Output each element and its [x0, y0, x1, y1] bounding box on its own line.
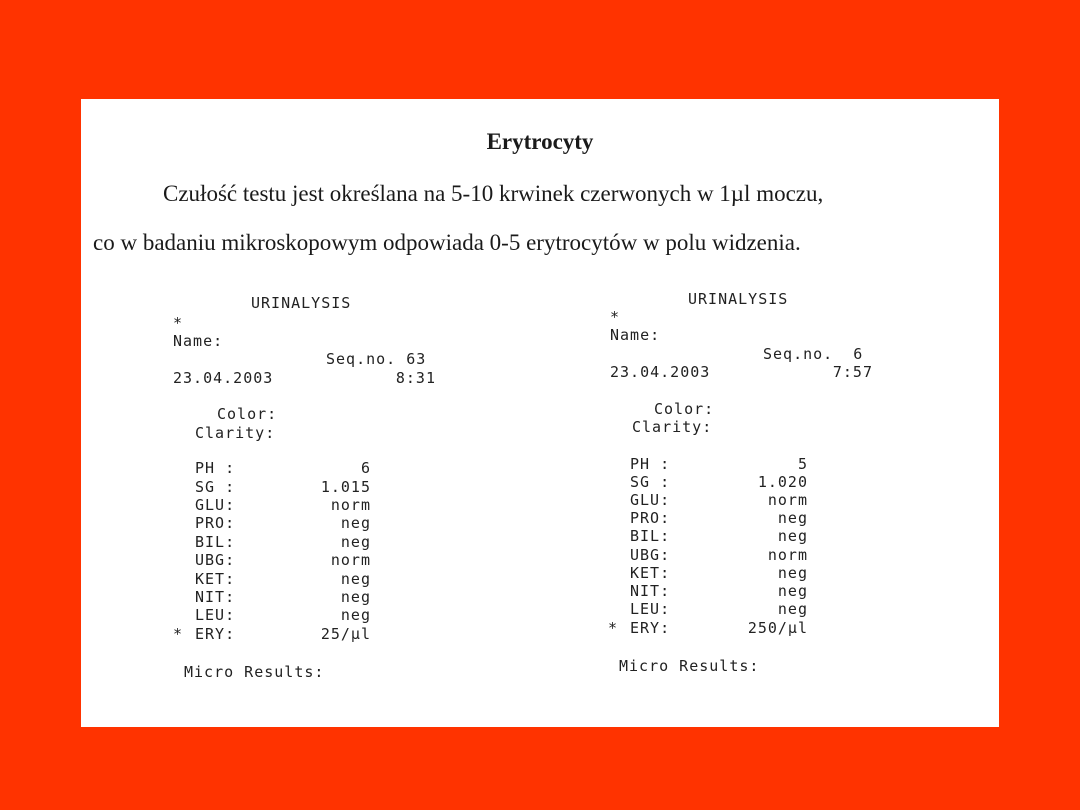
report-time: 7:57	[832, 363, 873, 381]
row-label: BIL:	[195, 533, 236, 551]
row-label: NIT:	[630, 582, 671, 600]
row-label: PRO:	[630, 509, 671, 527]
seq-number: Seq.no. 6	[763, 345, 864, 363]
clarity-label: Clarity:	[195, 424, 276, 442]
color-label: Color:	[217, 405, 278, 423]
row-value: 1.015	[320, 478, 371, 496]
name-star: *	[173, 314, 184, 332]
name-label: Name:	[610, 326, 661, 344]
row-label: SG :	[195, 478, 236, 496]
micro-results-label: Micro Results:	[184, 663, 325, 681]
clarity-label: Clarity:	[632, 418, 713, 436]
row-label: LEU:	[630, 600, 671, 618]
row-label: PRO:	[195, 514, 236, 532]
row-label: LEU:	[195, 606, 236, 624]
row-label: KET:	[195, 570, 236, 588]
row-value: 25/µl	[320, 625, 371, 643]
row-label: NIT:	[195, 588, 236, 606]
row-value: neg	[340, 606, 371, 624]
row-label: ERY:	[630, 619, 671, 637]
paragraph-line-1: Czułość testu jest określana na 5-10 krwinek czerwonych w 1µl moczu,	[163, 181, 824, 206]
row-value: neg	[340, 533, 371, 551]
seq-number: Seq.no. 63	[326, 350, 427, 368]
report-date: 23.04.2003	[173, 369, 274, 387]
report-date: 23.04.2003	[610, 363, 711, 381]
row-value: neg	[777, 527, 808, 545]
row-value: 1.020	[757, 473, 808, 491]
row-value: norm	[330, 496, 371, 514]
micro-results-label: Micro Results:	[619, 657, 760, 675]
color-label: Color:	[654, 400, 715, 418]
document-sheet	[81, 99, 999, 727]
row-label: SG :	[630, 473, 671, 491]
row-value: neg	[777, 509, 808, 527]
report-time: 8:31	[395, 369, 436, 387]
urinalysis-report-right	[608, 285, 908, 705]
row-value: neg	[777, 564, 808, 582]
row-label: GLU:	[195, 496, 236, 514]
row-value: neg	[340, 588, 371, 606]
row-value: neg	[340, 570, 371, 588]
row-value: 250/µl	[747, 619, 808, 637]
row-label: UBG:	[630, 546, 671, 564]
report-heading: URINALYSIS	[688, 290, 789, 308]
page-title: Erytrocyty	[486, 129, 594, 154]
row-value: neg	[777, 600, 808, 618]
ery-star: *	[608, 619, 619, 637]
row-label: PH :	[195, 459, 236, 477]
row-label: GLU:	[630, 491, 671, 509]
name-star: *	[610, 308, 621, 326]
row-value: 6	[360, 459, 371, 477]
row-value: norm	[330, 551, 371, 569]
row-label: BIL:	[630, 527, 671, 545]
row-value: norm	[767, 546, 808, 564]
row-value: neg	[340, 514, 371, 532]
name-label: Name:	[173, 332, 224, 350]
ery-star: *	[173, 625, 184, 643]
row-label: PH :	[630, 455, 671, 473]
row-label: UBG:	[195, 551, 236, 569]
urinalysis-report-left	[171, 289, 471, 709]
row-value: norm	[767, 491, 808, 509]
row-label: ERY:	[195, 625, 236, 643]
row-value: neg	[777, 582, 808, 600]
report-heading: URINALYSIS	[251, 294, 352, 312]
paragraph-line-2: co w badaniu mikroskopowym odpowiada 0-5 erytrocytów w polu widzenia.	[93, 230, 801, 255]
row-value: 5	[797, 455, 808, 473]
row-label: KET:	[630, 564, 671, 582]
